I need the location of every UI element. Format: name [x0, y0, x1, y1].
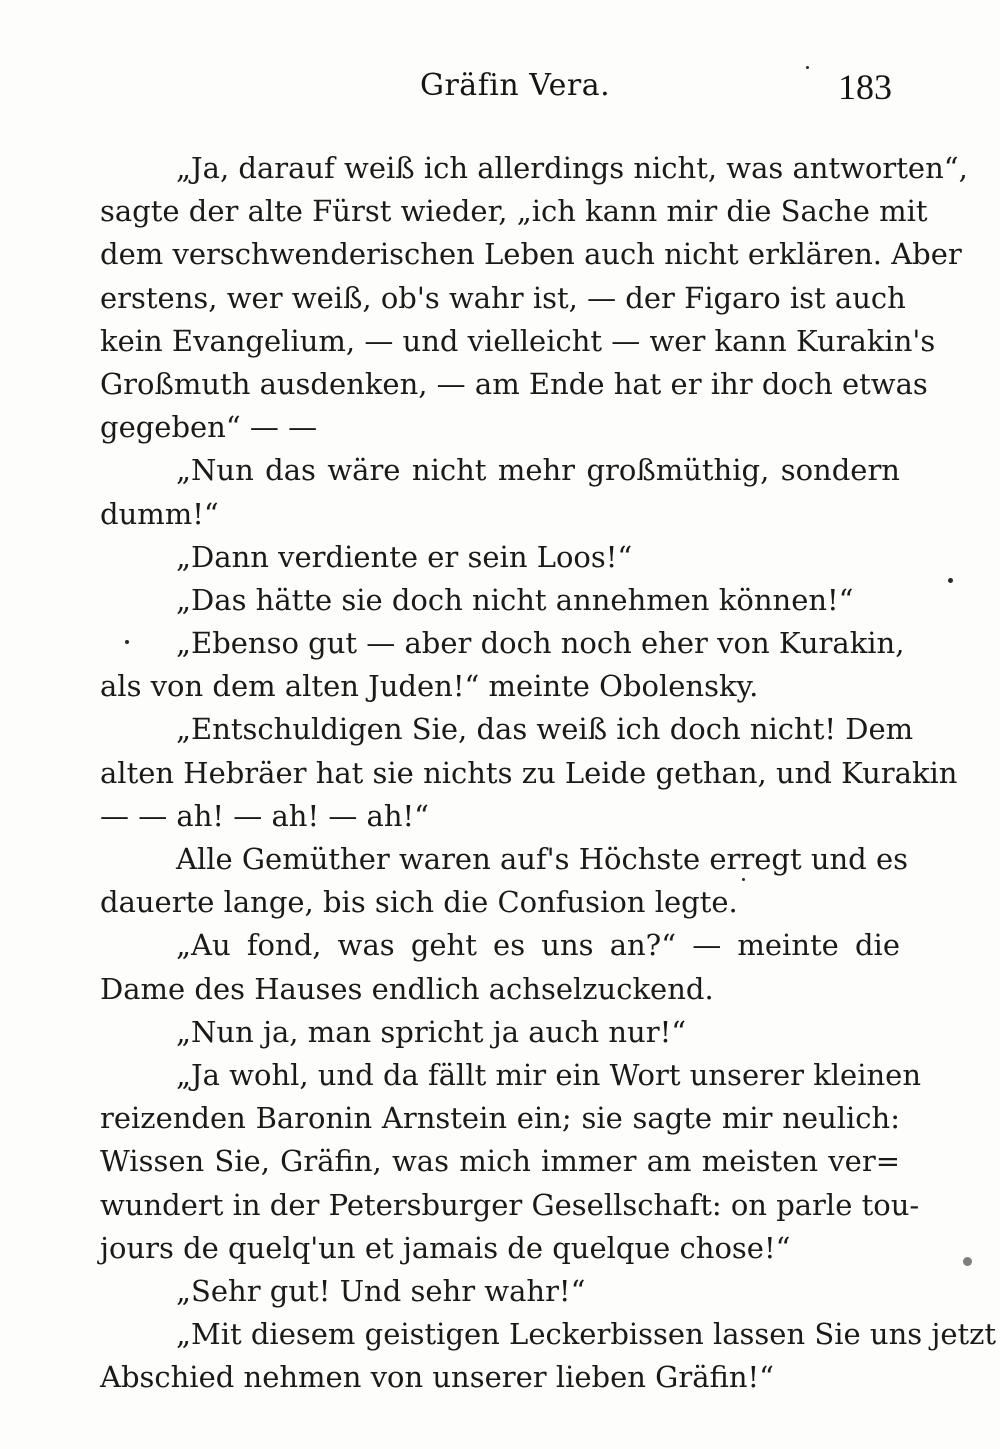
text-line: erstens, wer weiß, ob's wahr ist, — der Figaro ist auch: [100, 280, 906, 315]
text-line: „Ebenso gut — aber doch noch eher von Kurakin,: [176, 626, 905, 661]
text-line: „Das hätte sie doch nicht annehmen können!“: [176, 582, 854, 617]
running-header: [0, 60, 1000, 120]
text-line: dumm!“: [100, 496, 219, 531]
text-line: „Entschuldigen Sie, das weiß ich doch nicht! Dem: [176, 712, 914, 747]
text-line: „Nun das wäre nicht mehr großmüthig, sondern: [176, 453, 900, 488]
text-line: alten Hebräer hat sie nichts zu Leide gethan, und Kurakin: [100, 755, 958, 790]
text-line: dauerte lange, bis sich die Confusion legte.: [100, 885, 738, 920]
text-line: Alle Gemüther waren auf's Höchste erregt und es: [176, 842, 909, 876]
text-line: „Au fond, was geht es uns an?“ — meinte die: [176, 928, 900, 963]
ink-speck: [125, 640, 129, 644]
running-title: Gräfin Vera.: [420, 68, 611, 103]
text-line: jours de quelq'un et jamais de quelque chose!“: [100, 1230, 791, 1265]
text-line: — — ah! — ah! — ah!“: [100, 798, 429, 833]
text-line: reizenden Baronin Arnstein ein; sie sagte mir neulich:: [100, 1101, 900, 1136]
body-text: [100, 147, 997, 1399]
ink-speck: [806, 66, 809, 69]
text-line: „Mit diesem geistigen Leckerbissen lassen Sie uns jetzt: [176, 1317, 997, 1352]
text-line: „Ja, darauf weiß ich allerdings nicht, was antworten“,: [176, 151, 968, 185]
ink-speck: [963, 1257, 972, 1266]
text-line: wundert in der Petersburger Gesellschaft: on parle tou-: [100, 1187, 920, 1222]
text-line: sagte der alte Fürst wieder, „ich kann mir die Sache mit: [100, 194, 928, 229]
page-number: 183: [838, 67, 892, 107]
text-line: Wissen Sie, Gräfin, was mich immer am meisten ver=: [100, 1144, 900, 1179]
text-line: „Ja wohl, und da fällt mir ein Wort unserer kleinen: [176, 1057, 922, 1092]
text-line: kein Evangelium, — und vielleicht — wer kann Kurakin's: [100, 323, 936, 358]
ink-speck: [742, 878, 745, 881]
text-line: Dame des Hauses endlich achselzuckend.: [100, 971, 714, 1006]
text-line: als von dem alten Juden!“ meinte Obolensky.: [100, 669, 759, 704]
text-line: dem verschwenderischen Leben auch nicht erklären. Aber: [100, 237, 962, 272]
text-line: Großmuth ausdenken, — am Ende hat er ihr doch etwas: [100, 366, 928, 401]
text-line: gegeben“ — —: [100, 410, 318, 445]
text-line: „Sehr gut! Und sehr wahr!“: [176, 1273, 586, 1308]
text-line: „Nun ja, man spricht ja auch nur!“: [176, 1014, 687, 1049]
text-line: Abschied nehmen von unserer lieben Gräfin!“: [100, 1360, 774, 1395]
text-line: „Dann verdiente er sein Loos!“: [176, 539, 633, 574]
ink-speck: [948, 578, 953, 583]
